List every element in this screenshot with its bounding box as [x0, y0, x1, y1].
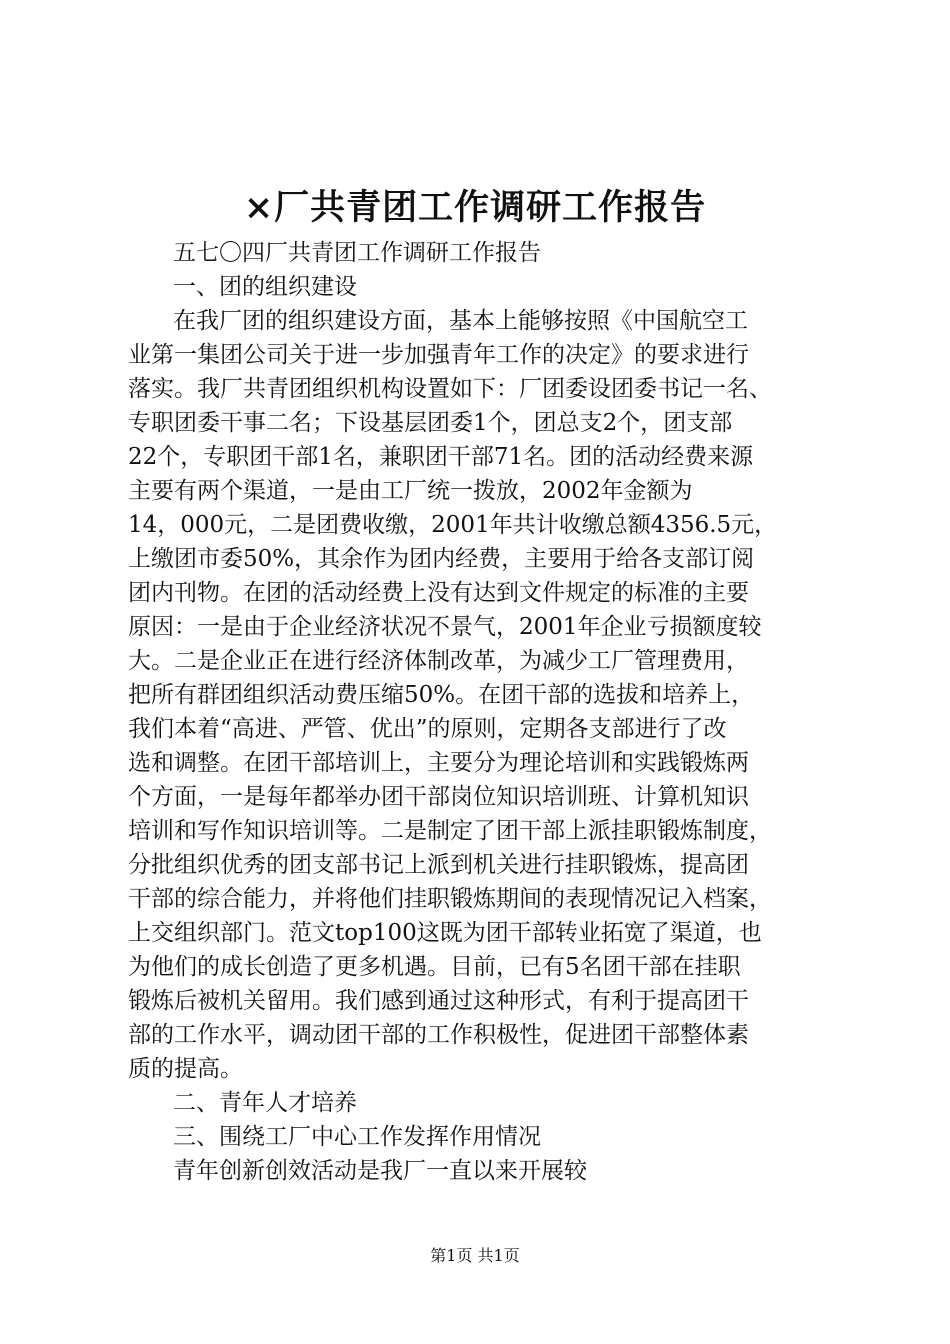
- paragraph-line: 业第一集团公司关于进一步加强青年工作的决定》的要求进行: [128, 342, 749, 368]
- section-heading-3: 三、围绕工厂中心工作发挥作用情况: [173, 1124, 541, 1150]
- section-heading-2: 二、青年人才培养: [173, 1090, 357, 1116]
- document-body: [128, 236, 832, 1188]
- paragraph-line: 把所有群团组织活动费压缩50%。在团干部的选拔和培养上，: [128, 682, 755, 708]
- paragraph-line: 选和调整。在团干部培训上，主要分为理论培训和实践锻炼两: [128, 750, 749, 776]
- paragraph-line: 上交组织部门。范文top100这既为团干部转业拓宽了渠道，也: [128, 920, 762, 946]
- paragraph-line: 干部的综合能力，并将他们挂职锻炼期间的表现情况记入档案，: [128, 886, 772, 912]
- paragraph-line: 部的工作水平，调动团干部的工作积极性，促进团干部整体素: [128, 1022, 749, 1048]
- paragraph-line: 上缴团市委50%，其余作为团内经费，主要用于给各支部订阅: [128, 546, 755, 572]
- paragraph-line: 14，000元，二是团费收缴，2001年共计收缴总额4356.5元，: [128, 512, 778, 538]
- section-heading-1: 一、团的组织建设: [173, 274, 357, 300]
- paragraph-line: 质的提高。: [128, 1056, 243, 1082]
- paragraph-line: 落实。我厂共青团组织机构设置如下：厂团委设团委书记一名、: [128, 376, 772, 402]
- paragraph-line: 我们本着“高进、严管、优出”的原则，定期各支部进行了改: [128, 716, 727, 742]
- paragraph-line: 原因：一是由于企业经济状况不景气，2001年企业亏损额度较: [128, 614, 762, 640]
- paragraph-line: 在我厂团的组织建设方面，基本上能够按照《中国航空工: [173, 308, 748, 334]
- paragraph-line: 青年创新创效活动是我厂一直以来开展较: [173, 1158, 587, 1184]
- paragraph-line: 主要有两个渠道，一是由工厂统一拨放，2002年金额为: [128, 478, 693, 504]
- paragraph-line: 大。二是企业正在进行经济体制改革，为减少工厂管理费用，: [128, 648, 749, 674]
- paragraph-line: 为他们的成长创造了更多机遇。目前，已有5名团干部在挂职: [128, 954, 741, 980]
- paragraph-line: 个方面，一是每年都举办团干部岗位知识培训班、计算机知识: [128, 784, 749, 810]
- document-title: ×厂共青团工作调研工作报告: [243, 187, 707, 228]
- subtitle-line: 五七〇四厂共青团工作调研工作报告: [173, 240, 541, 266]
- paragraph-line: 团内刊物。在团的活动经费上没有达到文件规定的标准的主要: [128, 580, 749, 606]
- paragraph-line: 分批组织优秀的团支部书记上派到机关进行挂职锻炼，提高团: [128, 852, 749, 878]
- paragraph-line: 专职团委干事二名；下设基层团委1个，团总支2个，团支部: [128, 410, 733, 436]
- page-number-footer: 第1页 共1页: [430, 1246, 520, 1265]
- paragraph-line: 培训和写作知识培训等。二是制定了团干部上派挂职锻炼制度，: [128, 818, 772, 844]
- paragraph-line: 锻炼后被机关留用。我们感到通过这种形式，有利于提高团干: [128, 988, 749, 1014]
- paragraph-line: 22个，专职团干部1名，兼职团干部71名。团的活动经费来源: [128, 444, 754, 470]
